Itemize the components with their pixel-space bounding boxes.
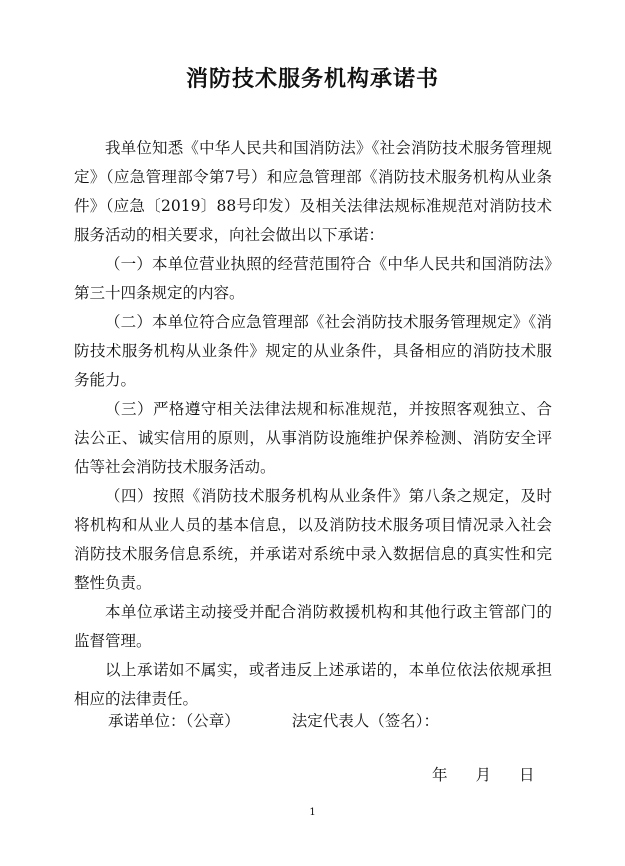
document-body: [74, 134, 552, 714]
unit-seal-label: 承诺单位：（公章）: [108, 712, 240, 730]
paragraph-commitment-2: （二）本单位符合应急管理部《社会消防技术服务管理规定》《消防技术服务机构从业条件》规定的从业条件，具备相应的消防技术服务能力。: [74, 313, 552, 389]
paragraph-supervision: 本单位承诺主动接受并配合消防救援机构和其他行政主管部门的监督管理。: [74, 603, 552, 650]
paragraph-intro: 我单位知悉《中华人民共和国消防法》《社会消防技术服务管理规定》（应急管理部令第7号）和应急管理部《消防技术服务机构从业条件》（应急〔2019〕88号印发）及相关法律法规标准规范对消防技术服务活动的相关要求，向社会做出以下承诺：: [74, 139, 552, 244]
page-number: 1: [309, 807, 316, 818]
date-month: 月: [475, 766, 492, 784]
date-row: [432, 762, 563, 788]
legal-representative-label: 法定代表人（签名）：: [291, 712, 440, 730]
date-day: 日: [519, 766, 535, 784]
paragraph-commitment-3: （三）严格遵守相关法律法规和标准规范，并按照客观独立、合法公正、诚实信用的原则，从事消防设施维护保养检测、消防安全评估等社会消防技术服务活动。: [74, 400, 552, 476]
signature-row: [108, 708, 439, 734]
date-year: 年: [432, 766, 448, 784]
paragraph-liability: 以上承诺如不属实，或者违反上述承诺的，本单位依法依规承担相应的法律责任。: [74, 661, 552, 708]
paragraph-commitment-4: （四）按照《消防技术服务机构从业条件》第八条之规定，及时将机构和从业人员的基本信息，以及消防技术服务项目情况录入社会消防技术服务信息系统，并承诺对系统中录入数据信息的真实性和完整性负责。: [74, 487, 552, 592]
paragraph-commitment-1: （一）本单位营业执照的经营范围符合《中华人民共和国消防法》第三十四条规定的内容。: [74, 255, 552, 302]
document-title: 消防技术服务机构承诺书: [185, 66, 439, 92]
